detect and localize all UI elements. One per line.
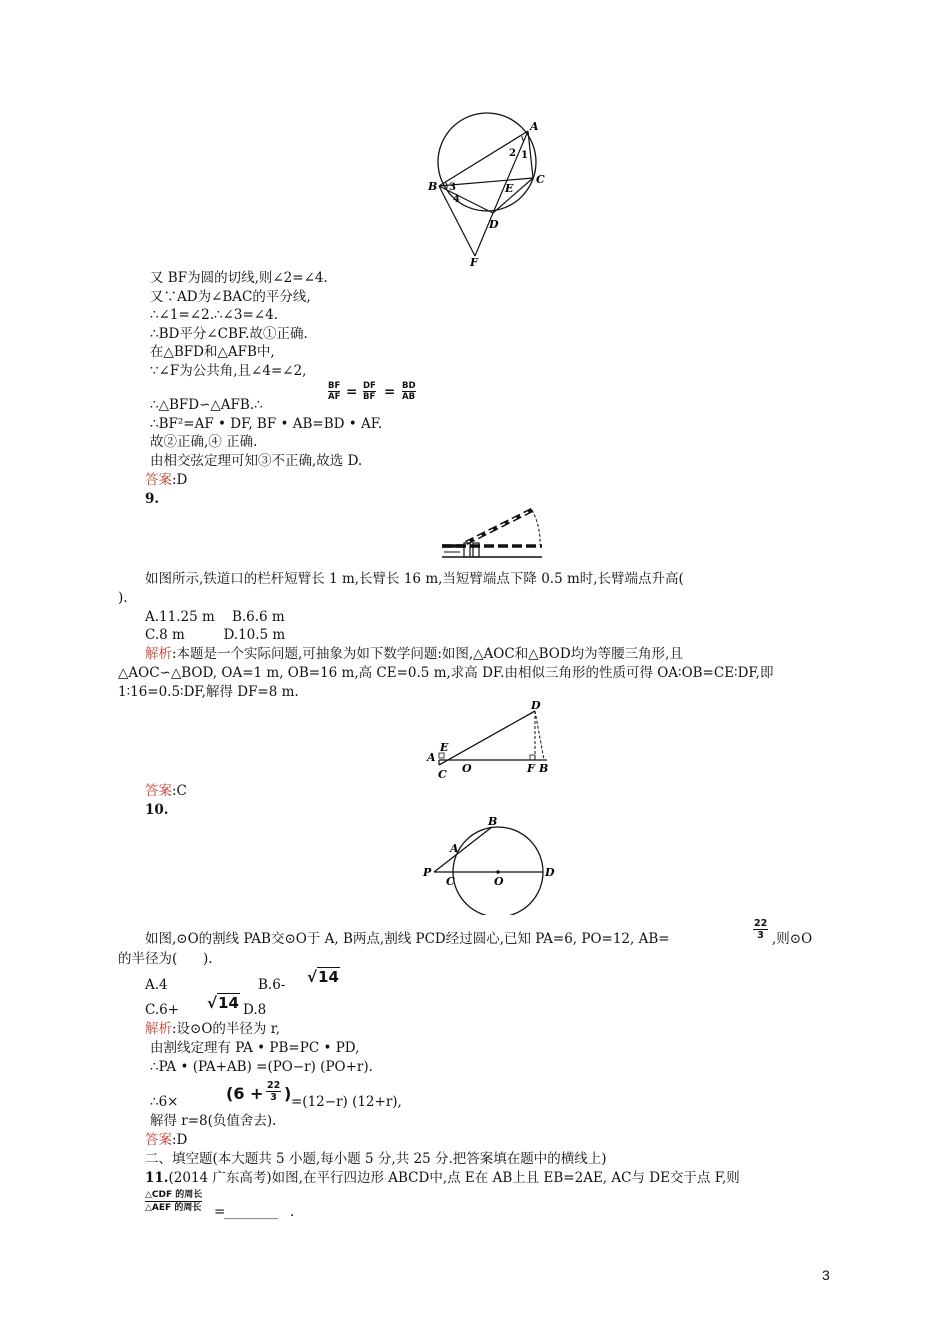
label-C: C <box>536 173 545 186</box>
q11-blank[interactable]: ________ <box>224 1204 278 1220</box>
q10-stem-fraction <box>753 918 768 941</box>
fig3-label-B: B <box>539 762 549 775</box>
q8-ratio-eq-1: = <box>346 384 358 400</box>
q10-analysis-line-3: ∴PA • (PA+AB) =(PO−r) (PO+r). <box>150 1059 373 1075</box>
q9-options-line-2: C.8 m D.10.5 m <box>145 627 286 643</box>
label-1: 1 <box>521 150 528 161</box>
q10-expr-left: (6 + <box>226 1084 264 1103</box>
q8-line-2: 又∵AD为∠BAC的平分线, <box>150 289 311 305</box>
q10-analysis-line-5: 解得 r=8(负值舍去). <box>150 1113 277 1129</box>
q11-ratio-num: △CDF 的周长 <box>145 1190 203 1200</box>
fig3-label-O: O <box>462 762 472 775</box>
q11-eq: = <box>214 1204 226 1220</box>
q10-option-c: C.6+ <box>145 1002 180 1018</box>
q9-answer-value: :C <box>172 783 187 799</box>
label-4: 4 <box>453 194 460 205</box>
q9-stem-line-2: ). <box>118 590 128 606</box>
q8-line-6: ∵∠F为公共角,且∠4=∠2, <box>150 363 307 379</box>
q10-stem-suffix: ,则⊙O <box>772 931 813 947</box>
q10-stem-line-2: 的半径为( ). <box>118 951 213 967</box>
q8-ratio-1 <box>328 381 340 402</box>
q10-answer <box>145 1131 187 1149</box>
q9-analysis-line-2: △AOC∽△BOD, OA=1 m, OB=16 m,高 CE=0.5 m,求高 DF.由相似三角形的性质可得 OA∶OB=CE∶DF,即 <box>118 665 774 681</box>
q10-answer-value: :D <box>172 1132 188 1148</box>
q8-ratio-2-den: BF <box>363 392 376 402</box>
q9-analysis-line-1 <box>145 645 683 663</box>
q8-line-8: ∴BF²=AF • DF, BF • AB=BD • AF. <box>150 416 383 432</box>
q11-number: 11. <box>145 1170 169 1186</box>
q10-analysis-line-4-post: =(12−r) (12+r), <box>291 1094 402 1110</box>
q10-analysis-text-1: :设⊙O的半径为 r, <box>172 1021 280 1037</box>
q8-line-9: 故②正确,④ 正确. <box>150 434 258 450</box>
q10-answer-label: 答案 <box>145 1132 172 1148</box>
q9-answer-label: 答案 <box>145 783 172 799</box>
q9-options-line-1: A.11.25 m B.6.6 m <box>145 609 285 625</box>
q11-ratio <box>145 1189 202 1214</box>
q9-analysis-text-1: :本题是一个实际问题,可抽象为如下数学问题:如图,△AOC和△BOD均为等腰三角形,且 <box>172 646 683 662</box>
q10-expr-fraction <box>266 1080 281 1103</box>
q10-option-b: B.6- <box>258 977 286 993</box>
fig4-label-C: C <box>446 875 455 888</box>
q9-analysis-label: 解析 <box>145 646 172 662</box>
q10-analysis-line-1 <box>145 1020 280 1038</box>
q8-ratio-3 <box>402 381 416 402</box>
q10-option-d: D.8 <box>243 1002 267 1018</box>
q8-ratio-2 <box>363 381 376 402</box>
q8-ratio-eq-2: = <box>384 384 396 400</box>
q9-analysis-line-3: 1∶16=0.5∶DF,解得 DF=8 m. <box>118 684 299 700</box>
q11-ratio-den: △AEF 的周长 <box>145 1203 202 1213</box>
q10-analysis-label: 解析 <box>145 1021 172 1037</box>
fig3-label-E: E <box>440 741 449 754</box>
page-number: 3 <box>822 1267 830 1283</box>
fig4-label-B: B <box>488 815 498 828</box>
figure-similar-triangles <box>425 698 555 782</box>
q10-analysis-line-4-pre: ∴6× <box>150 1094 179 1110</box>
label-2: 2 <box>509 148 516 159</box>
q10-option-a: A.4 <box>145 977 168 993</box>
q10-option-c-radicand: 14 <box>218 994 239 1012</box>
fig3-label-A: A <box>427 751 436 764</box>
q8-ratio-1-num: BF <box>328 381 341 391</box>
q9-answer <box>145 782 187 800</box>
fig3-label-F: F <box>527 762 535 775</box>
q10-expr-close: ) <box>284 1084 292 1103</box>
q9-stem-line-1: 如图所示,铁道口的栏杆短臂长 1 m,长臂长 16 m,当短臂端点下降 0.5 m时,长臂端点升高( <box>145 571 684 587</box>
fig4-label-P: P <box>423 866 432 879</box>
fig4-label-O: O <box>494 875 504 888</box>
q10-analysis-expression <box>226 1083 263 1105</box>
label-A: A <box>530 120 539 133</box>
q8-answer <box>145 471 187 489</box>
q10-expr-frac-den: 3 <box>270 1092 277 1103</box>
q8-line-7: ∴△BFD∽△AFB.∴ <box>150 397 263 413</box>
q8-answer-value: :D <box>172 472 188 488</box>
q10-expr-frac-num: 22 <box>267 1080 281 1091</box>
q10-number: 10. <box>145 802 169 818</box>
section-2-title: 二、填空题(本大题共 5 小题,每小题 5 分,共 25 分.把答案填在题中的横线上) <box>145 1151 607 1167</box>
q10-frac-den: 3 <box>757 930 764 941</box>
q8-ratio-3-den: AB <box>402 392 416 402</box>
q10-option-c-sqrt: √14 <box>207 994 239 1012</box>
q11-stem <box>145 1169 740 1187</box>
q8-answer-label: 答案 <box>145 472 172 488</box>
figure-circle-tangent <box>425 110 555 270</box>
label-3: 3 <box>449 182 456 193</box>
q8-ratio-3-num: BD <box>402 381 416 391</box>
q9-number: 9. <box>145 491 160 507</box>
label-D: D <box>489 218 499 231</box>
label-F: F <box>470 256 478 269</box>
q8-line-5: 在△BFD和△AFB中, <box>150 344 275 360</box>
q10-stem-line-1: 如图,⊙O的割线 PAB交⊙O于 A, B两点,割线 PCD经过圆心,已知 PA=6, PO=12, AB= <box>145 931 670 947</box>
q8-ratio-2-num: DF <box>363 381 376 391</box>
figure-railway-gate <box>440 505 550 563</box>
q11-end: . <box>290 1204 295 1220</box>
q8-line-1: 又 BF为圆的切线,则∠2=∠4. <box>150 270 328 286</box>
q8-line-3: ∴∠1=∠2.∴∠3=∠4. <box>150 307 278 323</box>
q10-option-b-sqrt: √14 <box>307 968 339 986</box>
q10-option-b-radicand: 14 <box>318 968 339 986</box>
q10-frac-num: 22 <box>754 918 768 929</box>
q10-analysis-line-2: 由割线定理有 PA • PB=PC • PD, <box>150 1040 360 1056</box>
q11-stem-text: (2014 广东高考)如图,在平行四边形 ABCD中,点 E在 AB上且 EB=2AE, AC与 DE交于点 F,则 <box>168 1170 740 1186</box>
fig3-label-D: D <box>531 699 541 712</box>
q8-ratio-1-den: AF <box>328 392 341 402</box>
figure-circle-secant <box>420 815 560 915</box>
fig3-label-C: C <box>438 768 447 781</box>
fig4-label-A: A <box>450 842 459 855</box>
q8-line-4: ∴BD平分∠CBF.故①正确. <box>150 326 308 342</box>
q8-line-10: 由相交弦定理可知③不正确,故选 D. <box>150 453 363 469</box>
label-E: E <box>505 182 514 195</box>
fig4-label-D: D <box>545 866 555 879</box>
label-B: B <box>428 180 438 193</box>
